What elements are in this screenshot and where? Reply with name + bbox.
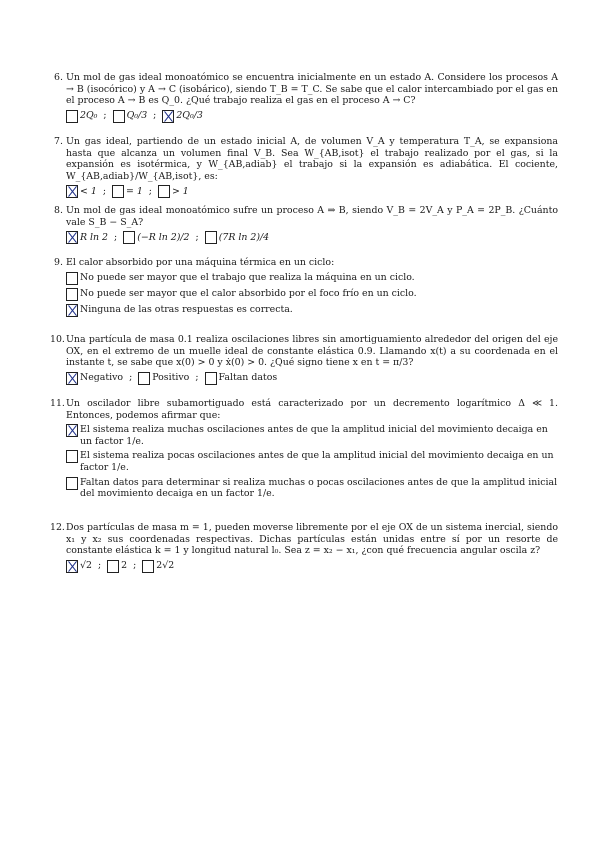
question-text: Un gas ideal, partiendo de un estado inicial A, de volumen V_A y temperatura T_A, se expansiona hasta que alcanza un volumen final V_B. Sea W_{AB,isot} el trabajo realizado por el gas, si la expansión es isotérmica, y W_{AB,adiab} el trabajo si la expansión es adiabática. El cociente, W_{AB,adiab}/W_{AB,isot}, es: bbox=[66, 136, 558, 182]
option-a[interactable]: √2 bbox=[66, 560, 92, 573]
checkbox[interactable] bbox=[123, 231, 135, 244]
checkbox-checked[interactable] bbox=[66, 560, 78, 573]
checkbox[interactable] bbox=[112, 185, 124, 198]
question-number: 11. bbox=[50, 398, 65, 409]
option-b[interactable]: = 1 bbox=[112, 185, 143, 198]
checkbox[interactable] bbox=[66, 110, 78, 123]
answer-options: R ln 2 ; (−R ln 2)/2 ; (7R ln 2)/4 bbox=[66, 231, 558, 244]
question-7 bbox=[54, 136, 558, 198]
question-6 bbox=[54, 72, 558, 123]
checkbox[interactable] bbox=[66, 477, 78, 490]
option-c[interactable]: Faltan datos bbox=[205, 372, 278, 385]
answer-options bbox=[66, 424, 558, 500]
checkbox[interactable] bbox=[66, 450, 78, 463]
question-11 bbox=[50, 398, 558, 503]
checkbox-checked[interactable] bbox=[162, 110, 174, 123]
question-number: 9. bbox=[54, 257, 63, 268]
checkbox[interactable] bbox=[205, 231, 217, 244]
option-a[interactable]: El sistema realiza muchas oscilaciones antes de que la amplitud inicial del movimiento decaiga en un factor 1/e. bbox=[66, 424, 558, 447]
question-number: 8. bbox=[54, 205, 63, 216]
question-text: Un mol de gas ideal monoatómico sufre un proceso A ⇒ B, siendo V_B = 2V_A y P_A = 2P_B. ¿Cuánto vale S_B − S_A? bbox=[66, 205, 558, 228]
checkbox[interactable] bbox=[142, 560, 154, 573]
checkbox-checked[interactable] bbox=[66, 185, 78, 198]
option-b[interactable]: Positivo bbox=[138, 372, 189, 385]
answer-options bbox=[66, 272, 558, 317]
question-9 bbox=[54, 257, 558, 320]
question-10 bbox=[50, 334, 558, 385]
option-a[interactable]: R ln 2 bbox=[66, 231, 108, 244]
option-c[interactable]: > 1 bbox=[158, 185, 189, 198]
answer-options: Negativo ; Positivo ; Faltan datos bbox=[66, 372, 558, 385]
answer-options: 2Q₀ ; Q₀/3 ; 2Q₀/3 bbox=[66, 110, 558, 123]
option-b[interactable]: El sistema realiza pocas oscilaciones antes de que la amplitud inicial del movimiento decaiga en un factor 1/e. bbox=[66, 450, 558, 473]
question-number: 10. bbox=[50, 334, 65, 345]
option-c[interactable]: Faltan datos para determinar si realiza muchas o pocas oscilaciones antes de que la amplitud inicial del movimiento decaiga en un factor 1/e. bbox=[66, 477, 558, 500]
option-a[interactable]: 2Q₀ bbox=[66, 110, 97, 123]
option-b[interactable]: No puede ser mayor que el calor absorbido por el foco frío en un ciclo. bbox=[66, 288, 558, 301]
question-8 bbox=[54, 205, 558, 244]
checkbox-checked[interactable] bbox=[66, 231, 78, 244]
checkbox[interactable] bbox=[205, 372, 217, 385]
question-text: Una partícula de masa 0.1 realiza oscilaciones libres sin amortiguamiento alrededor del origen del eje OX, en el extremo de un muelle ideal de constante elástica 0.9. Llamando x(t) a su coordenada en el instante t, se sabe que x(0) > 0 y ẋ(0) > 0. ¿Qué signo tiene x en t = π/3? bbox=[66, 334, 558, 369]
question-number: 12. bbox=[50, 522, 65, 533]
option-b[interactable]: (−R ln 2)/2 bbox=[123, 231, 189, 244]
option-c[interactable]: (7R ln 2)/4 bbox=[205, 231, 269, 244]
answer-options: < 1 ; = 1 ; > 1 bbox=[66, 185, 558, 198]
checkbox[interactable] bbox=[138, 372, 150, 385]
checkbox[interactable] bbox=[107, 560, 119, 573]
checkbox-checked[interactable] bbox=[66, 304, 78, 317]
option-a[interactable]: No puede ser mayor que el trabajo que realiza la máquina en un ciclo. bbox=[66, 272, 558, 285]
question-number: 6. bbox=[54, 72, 63, 83]
checkbox[interactable] bbox=[66, 288, 78, 301]
answer-options: √2 ; 2 ; 2√2 bbox=[66, 560, 558, 573]
option-a[interactable]: < 1 bbox=[66, 185, 97, 198]
question-text: Un oscilador libre subamortiguado está caracterizado por un decremento logarítmico Δ ≪ 1. Entonces, podemos afirmar que: bbox=[66, 398, 558, 421]
question-text: Dos partículas de masa m = 1, pueden moverse libremente por el eje OX de un sistema inercial, siendo x₁ y x₂ sus coordenadas respectivas. Dichas partículas están unidas entre sí por un resorte de constante elástica k = 1 y longitud natural l₀. Sea z = x₂ − x₁, ¿con qué frecuencia angular oscila z? bbox=[66, 522, 558, 557]
option-c[interactable]: 2Q₀/3 bbox=[162, 110, 203, 123]
question-text: Un mol de gas ideal monoatómico se encuentra inicialmente en un estado A. Considere los procesos A → B (isocórico) y A → C (isobárico), siendo T_B = T_C. Se sabe que el calor intercambiado por el gas en el proceso A → B es Q_0. ¿Qué trabajo realiza el gas en el proceso A → C? bbox=[66, 72, 558, 107]
option-b[interactable]: Q₀/3 bbox=[113, 110, 148, 123]
option-c[interactable]: Ninguna de las otras respuestas es correcta. bbox=[66, 304, 558, 317]
checkbox[interactable] bbox=[158, 185, 170, 198]
checkbox[interactable] bbox=[113, 110, 125, 123]
checkbox[interactable] bbox=[66, 272, 78, 285]
option-b[interactable]: 2 bbox=[107, 560, 127, 573]
question-text: El calor absorbido por una máquina térmica en un ciclo: bbox=[66, 257, 335, 268]
checkbox-checked[interactable] bbox=[66, 372, 78, 385]
option-a[interactable]: Negativo bbox=[66, 372, 123, 385]
checkbox-checked[interactable] bbox=[66, 424, 78, 437]
question-12 bbox=[50, 522, 558, 573]
option-c[interactable]: 2√2 bbox=[142, 560, 174, 573]
question-number: 7. bbox=[54, 136, 63, 147]
